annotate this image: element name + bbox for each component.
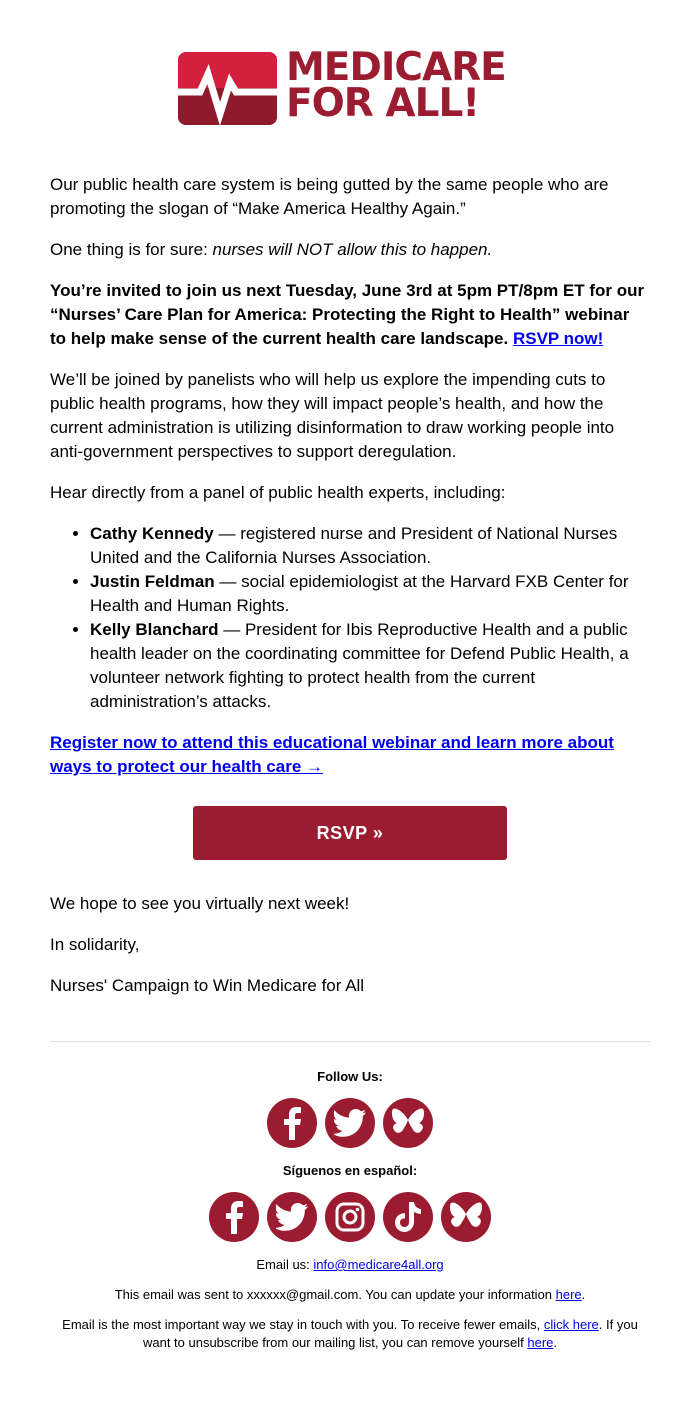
logo-mark-icon — [178, 52, 277, 125]
medicare-for-all-logo — [178, 45, 523, 127]
twitter-icon[interactable] — [267, 1192, 317, 1242]
panelist-desc: — President for Ibis Reproductive Health and a public health leader on the coordinating committee for Defend Public Health, a volunteer network fighting to protect health from the current administration’s attacks. — [90, 620, 629, 711]
panelist-desc: — social epidemiologist at the Harvard FXB Center for Health and Human Rights. — [90, 572, 629, 615]
email-us-line — [50, 1256, 650, 1274]
closing-solidarity: In solidarity, — [50, 935, 140, 954]
facebook-icon[interactable] — [267, 1098, 317, 1148]
tiktok-icon[interactable] — [383, 1192, 433, 1242]
spanish-follow-label: Síguenos en español: — [282, 1163, 418, 1178]
sure-paragraph — [50, 238, 650, 262]
panelist-name: Justin Feldman — [90, 572, 215, 591]
list-item — [90, 522, 650, 570]
instagram-icon[interactable] — [325, 1192, 375, 1242]
footer — [50, 1068, 650, 1364]
unsubscribe-text-1: Email is the most important way we stay in touch with you. To receive fewer emails, — [62, 1317, 544, 1332]
closing-hope: We hope to see you virtually next week! — [50, 894, 350, 913]
closing-signature: Nurses' Campaign to Win Medicare for All — [50, 976, 365, 995]
butterfly-icon[interactable] — [441, 1192, 491, 1242]
update-info-link[interactable]: here — [555, 1287, 582, 1302]
facebook-icon[interactable] — [209, 1192, 259, 1242]
email-us-label: Email us: — [256, 1257, 314, 1272]
panelist-list — [50, 522, 650, 714]
follow-us-icons — [50, 1098, 650, 1148]
invite-paragraph — [50, 279, 650, 351]
panelist-name: Cathy Kennedy — [90, 524, 214, 543]
email-link[interactable]: info@medicare4all.org — [313, 1257, 444, 1272]
list-item — [90, 570, 650, 618]
sent-to-line — [50, 1286, 650, 1304]
sure-emphasis: nurses will NOT allow this to happen. — [212, 240, 493, 259]
hear-paragraph: Hear directly from a panel of public health experts, including: — [50, 483, 506, 502]
logo-wordmark-line1: MEDICARE — [286, 45, 506, 90]
panelist-name: Kelly Blanchard — [90, 620, 219, 639]
rsvp-now-link[interactable]: RSVP now! — [512, 329, 604, 348]
invite-text: You’re invited to join us next Tuesday, June 3rd at 5pm PT/8pm ET for our “Nurses’ Care Plan for America: Protecting the Right to Health” webinar to help make sense of the current health care landscape. — [50, 281, 645, 348]
unsubscribe-link[interactable]: here — [527, 1335, 554, 1350]
footer-divider — [50, 1041, 650, 1042]
follow-us-label: Follow Us: — [317, 1069, 383, 1084]
fewer-emails-link[interactable]: click here — [543, 1317, 599, 1332]
logo-wordmark-line2: FOR ALL! — [286, 81, 480, 126]
logo-wordmark — [286, 45, 506, 126]
unsubscribe-end: . — [553, 1335, 558, 1350]
spanish-follow-icons — [50, 1192, 650, 1242]
sure-lead: One thing is for sure: — [50, 240, 213, 259]
panelist-desc: — registered nurse and President of National Nurses United and the California Nurses Association. — [90, 524, 618, 567]
intro-paragraph: Our public health care system is being gutted by the same people who are promoting the slogan of “Make America Healthy Again.” — [50, 175, 609, 218]
sent-to-end: . — [581, 1287, 586, 1302]
rsvp-button[interactable]: RSVP » — [193, 806, 507, 860]
list-item — [90, 618, 650, 714]
sent-to-text: This email was sent to xxxxxx@gmail.com. You can update your information — [114, 1287, 556, 1302]
rsvp-button-wrap — [50, 806, 650, 860]
panelists-intro-paragraph: We’ll be joined by panelists who will help us explore the impending cuts to public health programs, how they will impact people’s health, and how the current administration is utilizing disinformation to draw working people into anti-government perspectives to support deregulation. — [50, 370, 615, 461]
twitter-icon[interactable] — [325, 1098, 375, 1148]
unsubscribe-line — [50, 1316, 650, 1352]
butterfly-icon[interactable] — [383, 1098, 433, 1148]
unsubscribe-text-2: . If you want to unsubscribe from our mailing list, you can remove yourself — [142, 1317, 638, 1350]
register-paragraph — [50, 731, 650, 779]
register-link[interactable]: Register now to attend this educational webinar and learn more about ways to protect our health care → — [50, 733, 614, 776]
email-body — [50, 173, 650, 1015]
